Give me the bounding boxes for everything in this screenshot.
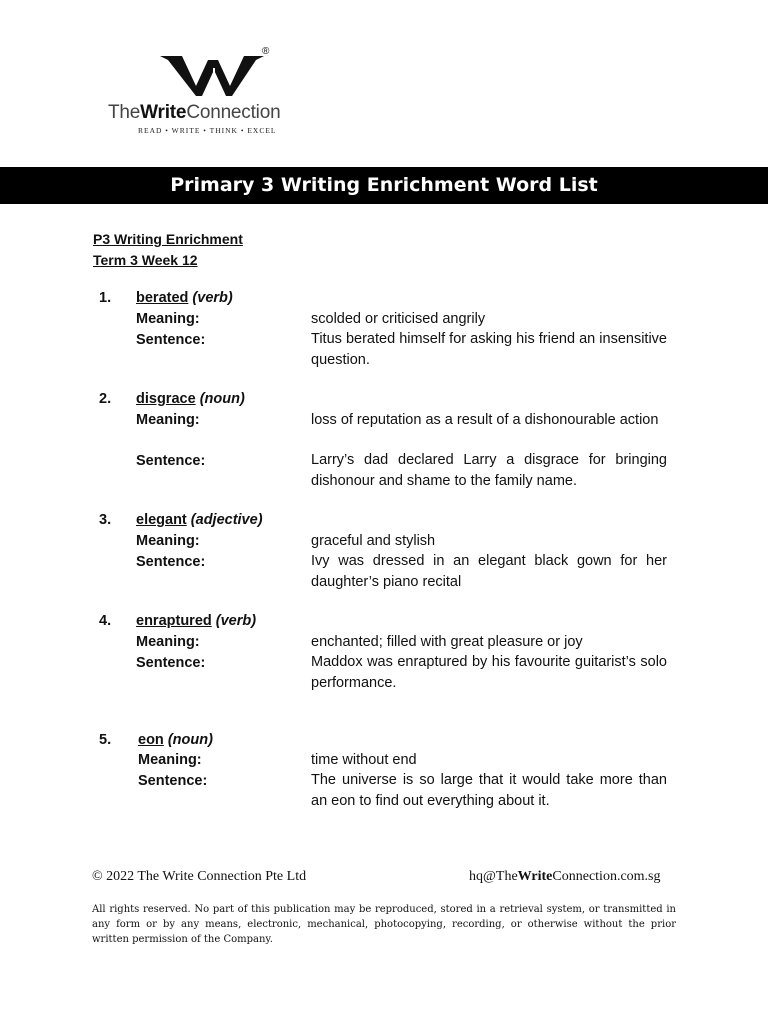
meaning-text: enchanted; filled with great pleasure or joy — [311, 634, 583, 650]
sentence-label: Sentence: — [136, 655, 206, 671]
meaning-label: Meaning: — [136, 533, 200, 549]
entry-number: 4. — [99, 613, 112, 629]
rights-statement: All rights reserved. No part of this publication may be reproduced, stored in a retrieval system, or transmitted in any form or by any means, electronic, mechanical, photocopying, recording, or otherwise without the prior written permission of the Company. — [92, 904, 676, 945]
company-logo — [108, 48, 318, 143]
meaning-label: Meaning: — [136, 412, 200, 428]
meaning-label: Meaning: — [138, 752, 202, 768]
sentence-label: Sentence: — [136, 554, 206, 570]
brand-tagline: READ • WRITE • THINK • EXCEL — [138, 126, 277, 135]
sentence-label: Sentence: — [136, 453, 206, 469]
entry-word: elegant (adjective) — [136, 512, 263, 528]
entry-number: 2. — [99, 391, 112, 407]
entry-word: enraptured (verb) — [136, 613, 257, 629]
sentence-text: Larry’s dad declared Larry a disgrace for bringing dishonour and shame to the family name. — [311, 452, 667, 489]
course-title: P3 Writing Enrichment — [93, 231, 243, 247]
meaning-text: scolded or criticised angrily — [311, 311, 486, 327]
meaning-text: loss of reputation as a result of a dishonourable action — [311, 412, 659, 428]
entry-number: 1. — [99, 290, 112, 306]
contact-email: hq@TheWriteConnection.com.sg — [469, 869, 661, 884]
sentence-text: The universe is so large that it would take more than an eon to find out everything about it. — [311, 772, 667, 809]
entry-word: berated (verb) — [136, 290, 233, 306]
logo-mark-icon — [160, 48, 270, 98]
meaning-text: graceful and stylish — [311, 533, 436, 549]
entry-word: eon (noun) — [138, 732, 213, 748]
entry-number: 5. — [99, 732, 112, 748]
registered-mark: ® — [262, 46, 270, 57]
title-banner: Primary 3 Writing Enrichment Word List — [0, 167, 768, 204]
entry-word: disgrace (noun) — [136, 391, 245, 407]
sentence-label: Sentence: — [136, 332, 206, 348]
copyright-notice: © 2022 The Write Connection Pte Ltd — [92, 869, 307, 884]
entry-number: 3. — [99, 512, 112, 528]
meaning-label: Meaning: — [136, 634, 200, 650]
sentence-text: Ivy was dressed in an elegant black gown for her daughter’s piano recital — [311, 553, 667, 590]
meaning-text: time without end — [311, 752, 417, 768]
sentence-label: Sentence: — [138, 773, 208, 789]
meaning-label: Meaning: — [136, 311, 200, 327]
sentence-text: Titus berated himself for asking his friend an insensitive question. — [311, 331, 667, 368]
term-week: Term 3 Week 12 — [93, 252, 198, 268]
brand-name: TheWriteConnection — [108, 102, 281, 123]
sentence-text: Maddox was enraptured by his favourite guitarist’s solo performance. — [311, 654, 667, 691]
